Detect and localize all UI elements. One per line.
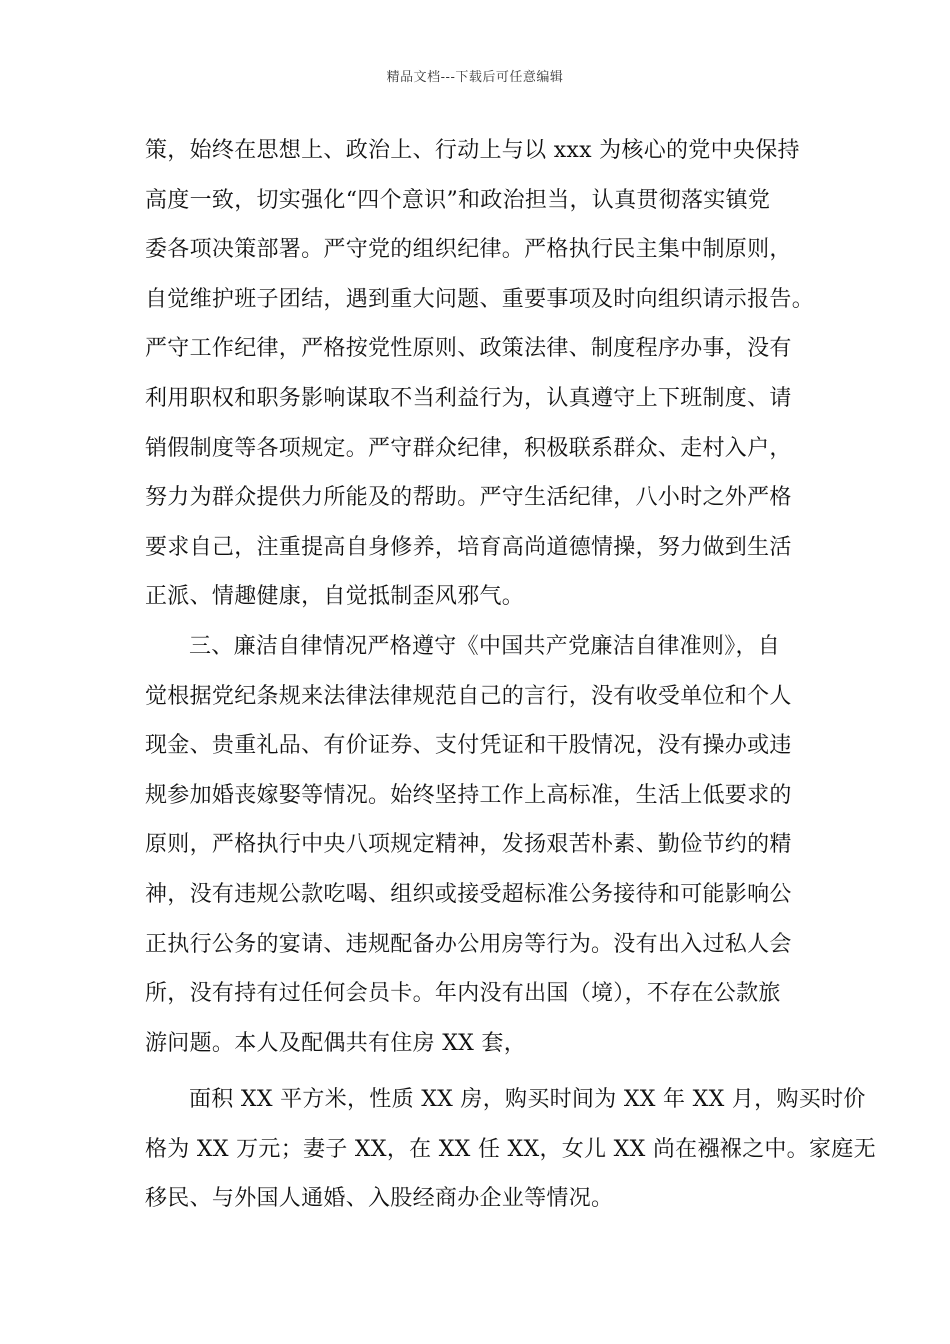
text-line: 策，始终在思想上、政治上、行动上与以 xxx 为核心的党中央保持 [145,138,800,163]
text-line: 所，没有持有过任何会员卡。年内没有出国（境），不存在公款旅 [145,981,781,1007]
text-line: 高度一致，切实强化“四个意识”和政治担当，认真贯彻落实镇党 [145,187,771,213]
paragraph-start-line: 面积 XX 平方米，性质 XX 房，购买时间为 XX 年 XX 月，购买时价 [189,1087,866,1113]
text-line: 严守工作纪律，严格按党性原则、政策法律、制度程序办事，没有 [145,336,792,362]
text-line: 销假制度等各项规定。严守群众纪律，积极联系群众、走村入户， [145,435,792,461]
text-line: 利用职权和职务影响谋取不当利益行为，认真遵守上下班制度、请 [145,385,792,411]
text-line: 格为 XX 万元；妻子 XX，在 XX 任 XX，女儿 XX 尚在襁褓之中。家庭无 [145,1136,876,1162]
text-line: 移民、与外国人通婚、入股经商办企业等情况。 [145,1186,614,1212]
paragraph-gap [145,1068,810,1075]
text-line: 要求自己，注重提高自身修养，培育高尚道德情操，努力做到生活 [145,534,792,560]
text-line: 委各项决策部署。严守党的组织纪律。严格执行民主集中制原则， [145,237,792,263]
text-line: 神，没有违规公款吃喝、组织或接受超标准公务接待和可能影响公 [145,881,792,907]
text-line: 觉根据党纪条规来法律法律规范自己的言行，没有收受单位和个人 [145,683,792,709]
section-heading-line: 三、廉洁自律情况严格遵守《中国共产党廉洁自律准则》，自 [189,633,781,659]
page-header: 精品文档---下载后可任意编辑 [386,70,564,85]
text-line: 自觉维护班子团结，遇到重大问题、重要事项及时向组织请示报告。 [145,286,815,312]
text-line: 原则，严格执行中央八项规定精神，发扬艰苦朴素、勤俭节约的精 [145,832,792,858]
text-line: 正派、情趣健康，自觉抵制歪风邪气。 [145,584,525,610]
text-line: 规参加婚丧嫁娶等情况。始终坚持工作上高标准，生活上低要求的 [145,782,792,808]
text-line: 正执行公务的宴请、违规配备办公用房等行为。没有出入过私人会 [145,931,792,957]
text-line: 游问题。本人及配偶共有住房 XX 套， [145,1030,527,1056]
text-line: 努力为群众提供力所能及的帮助。严守生活纪律，八小时之外严格 [145,485,792,511]
document-body [145,126,876,1224]
text-line: 现金、贵重礼品、有价证券、支付凭证和干股情况，没有操办或违 [145,733,792,759]
